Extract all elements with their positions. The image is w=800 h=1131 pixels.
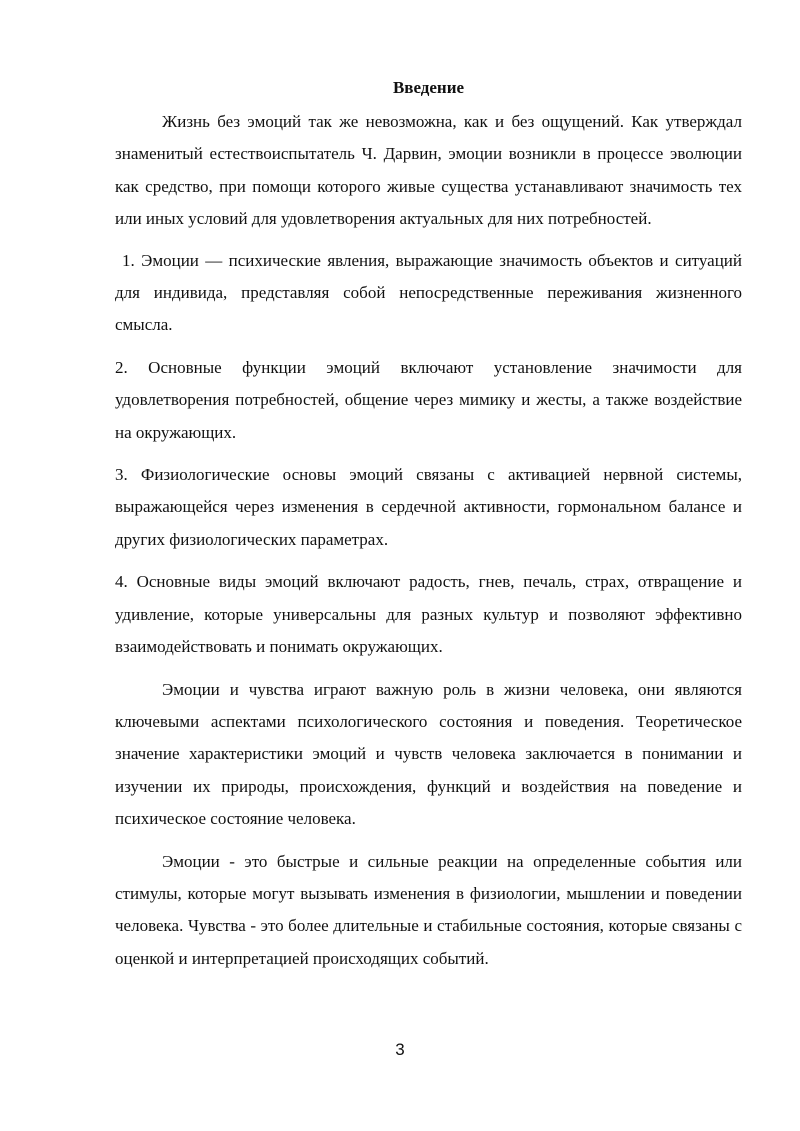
body-paragraph: Эмоции - это быстрые и сильные реакции на определенные события или стимулы, которые могут вызывать изменения в физиологии, мышлении и поведении человека. Чувства - это более длительные и стабильные состояния, которые связаны с оценкой и интерпретацией происходящих событий. (115, 851, 742, 968)
list-item-4: 4. Основные виды эмоций включают радость, гнев, печаль, страх, отвращение и удивление, которые универсальны для разных культур и позволяют эффективно взаимодействовать и понимать окружающих. (115, 572, 742, 657)
section-heading: Введение (392, 78, 465, 97)
body-paragraph: Эмоции и чувства играют важную роль в жизни человека, они являются ключевыми аспектами психологического состояния и поведения. Теоретическое значение характеристики эмоций и чувств человека заключается в понимании и изучении их природы, происхождения, функций и воздействия на поведение и психическое состояние человека. (115, 679, 742, 829)
page-number: 3 (395, 1040, 405, 1059)
list-item-3: 3. Физиологические основы эмоций связаны с активацией нервной системы, выражающейся через изменения в сердечной активности, гормональном балансе и других физиологических параметрах. (115, 465, 742, 549)
list-item-1: 1. Эмоции — психические явления, выражающие значимость объектов и ситуаций для индивида, представляя собой непосредственные переживания жизненного смысла. (115, 250, 742, 335)
document-page (115, 72, 742, 975)
intro-paragraph: Жизнь без эмоций так же невозможна, как и без ощущений. Как утверждал знаменитый естествоиспытатель Ч. Дарвин, эмоции возникли в процессе эволюции как средство, при помощи которого живые существа устанавливают значимость тех или иных условий для удовлетворения актуальных для них потребностей. (115, 112, 742, 229)
list-item-2: 2. Основные функции эмоций включают установление значимости для удовлетворения потребностей, общение через мимику и жесты, а также воздействие на окружающих. (115, 357, 742, 442)
